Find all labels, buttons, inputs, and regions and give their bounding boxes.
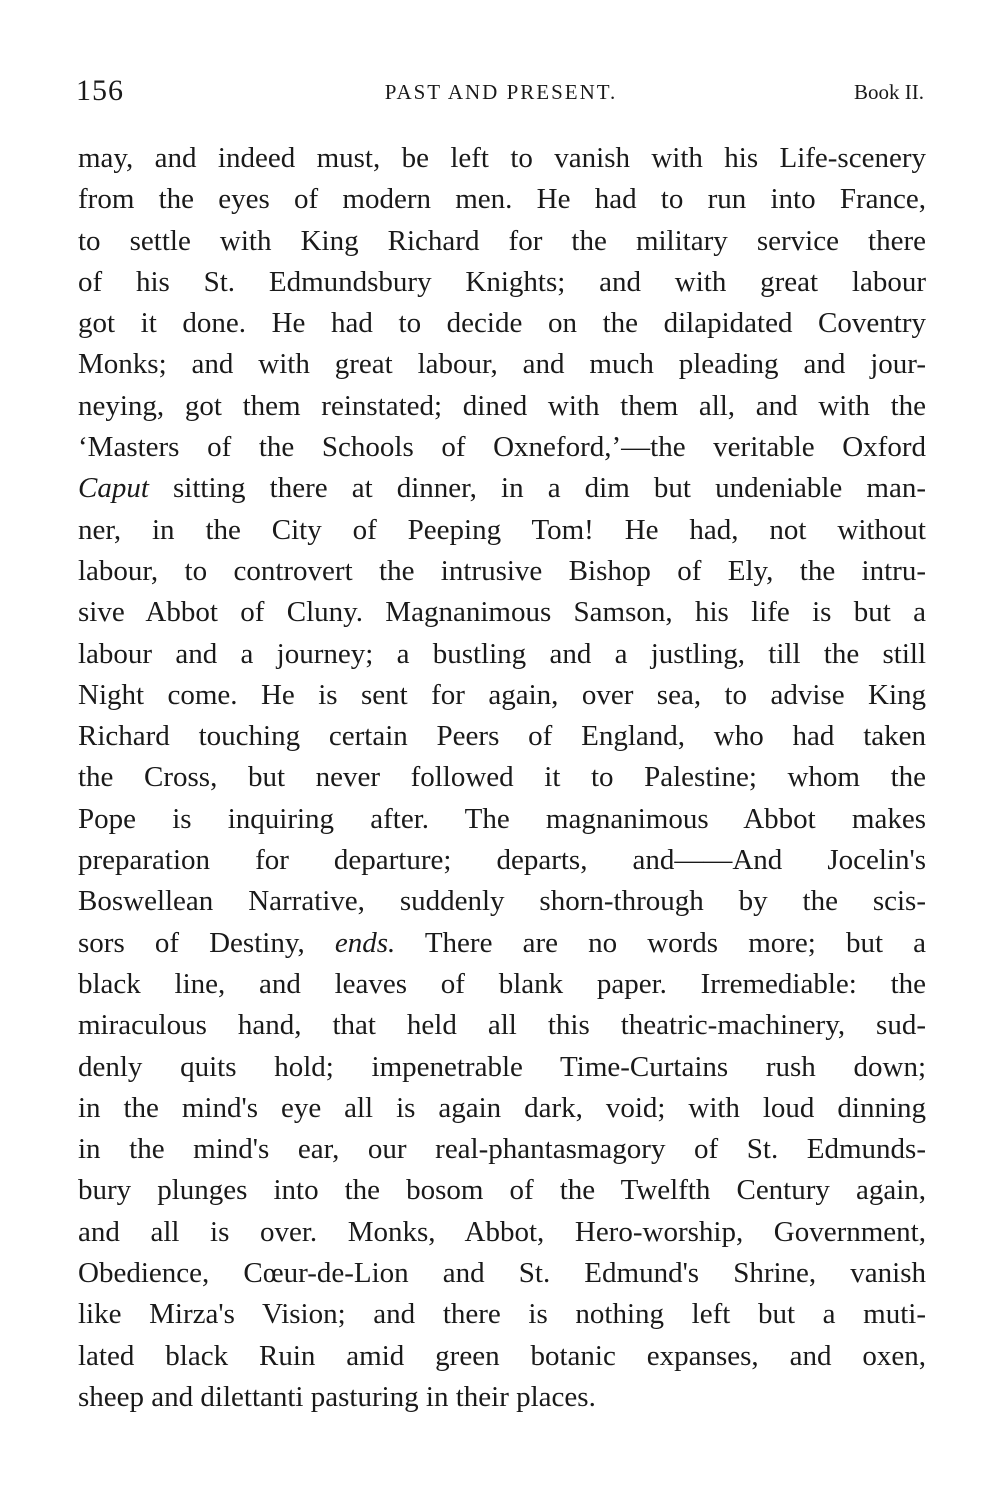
text-line: labour, to controvert the intrusive Bishop of Ely, the intru- [78,554,926,587]
page-number: 156 [76,74,124,107]
running-head [76,74,926,108]
italic-caput: Caput [78,472,149,505]
running-title: PAST AND PRESENT. [384,80,618,104]
text-line-start: sors of Destiny, [78,926,305,959]
text-line: Night come. He is sent for again, over sea, to advise King [78,678,926,711]
text-line: got it done. He had to decide on the dilapidated Coventry [78,307,926,340]
text-line: to settle with King Richard for the military service there [78,224,926,257]
text-line: ‘Masters of the Schools of Oxneford,’—the veritable Oxford [78,431,926,464]
text-line [78,923,926,964]
text-line: like Mirza's Vision; and there is nothing left but a muti- [78,1298,926,1331]
text-line: sive Abbot of Cluny. Magnanimous Samson, his life is but a [78,596,926,629]
text-line-rest: sitting there at dinner, in a dim but undeniable man- [173,472,926,505]
text-line: the Cross, but never followed it to Palestine; whom the [78,761,926,794]
text-line: black line, and leaves of blank paper. Irremediable: the [78,967,926,1000]
text-line: of his St. Edmundsbury Knights; and with great labour [78,265,926,298]
text-line: and all is over. Monks, Abbot, Hero-worship, Government, [78,1215,926,1248]
text-line: Richard touching certain Peers of England, who had taken [78,720,926,753]
text-line: may, and indeed must, be left to vanish with his Life-scenery [78,142,926,174]
text-line: neying, got them reinstated; dined with them all, and with the [78,389,926,422]
text-line: Obedience, Cœur-de-Lion and St. Edmund's Shrine, vanish [78,1257,926,1290]
text-line: Pope is inquiring after. The magnanimous Abbot makes [78,802,926,835]
text-line: denly quits hold; impenetrable Time-Curtains rush down; [78,1050,926,1083]
text-line-rest: There are no words more; but a [424,926,927,959]
text-line: from the eyes of modern men. He had to run into France, [78,183,926,216]
book-label: Book II. [854,80,924,104]
text-line: bury plunges into the bosom of the Twelfth Century again, [78,1174,926,1207]
text-line: ner, in the City of Peeping Tom! He had, not without [78,513,926,546]
text-line: Monks; and with great labour, and much pleading and jour- [78,348,926,381]
body-text [78,138,926,1418]
text-line: in the mind's eye all is again dark, void; with loud dinning [78,1091,926,1124]
text-line [78,468,926,509]
text-line: preparation for departure; departs, and——And Jocelin's [78,844,926,877]
text-line: labour and a journey; a bustling and a justling, till the still [78,637,926,670]
text-line: miraculous hand, that held all this theatric-machinery, sud- [78,1009,926,1042]
text-line: lated black Ruin amid green botanic expanses, and oxen, [78,1339,926,1372]
text-line: in the mind's ear, our real-phantasmagory of St. Edmunds- [78,1133,926,1166]
text-line: Boswellean Narrative, suddenly shorn-through by the scis- [78,885,926,918]
italic-ends: ends. [334,926,396,959]
text-line: sheep and dilettanti pasturing in their places. [78,1380,596,1413]
